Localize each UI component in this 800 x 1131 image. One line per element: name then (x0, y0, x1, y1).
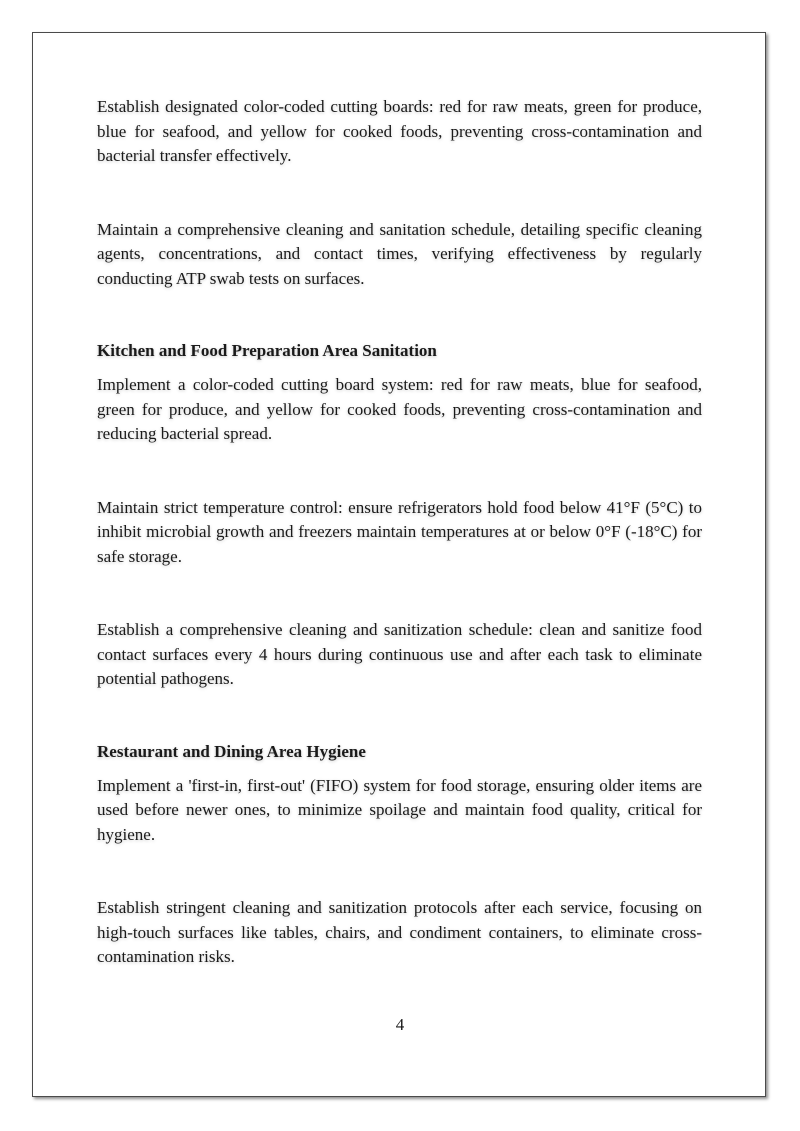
document-body (97, 95, 702, 970)
paragraph: Establish designated color-coded cutting boards: red for raw meats, green for produce, blue for seafood, and yellow for cooked foods, preventing cross-contamination and bacterial transfer effectively. (97, 97, 702, 165)
paragraph: Maintain strict temperature control: ensure refrigerators hold food below 41°F (5°C) to inhibit microbial growth and freezers maintain temperatures at or below 0°F (-18°C) for safe storage. (97, 497, 702, 566)
paragraph: Implement a color-coded cutting board system: red for raw meats, blue for seafood, green for produce, and yellow for cooked foods, preventing cross-contamination and reducing bacterial spread. (97, 375, 702, 443)
paragraph: Maintain a comprehensive cleaning and sanitation schedule, detailing specific cleaning agents, concentrations, and contact times, verifying effectiveness by regularly conducting ATP swab tests on surfaces. (97, 219, 702, 288)
page-number: 4 (395, 1015, 405, 1034)
paragraph: Establish stringent cleaning and sanitization protocols after each service, focusing on high-touch surfaces like tables, chairs, and condiment containers, to eliminate cross-contamination risks. (97, 898, 702, 966)
section-heading-restaurant: Restaurant and Dining Area Hygiene (97, 741, 366, 761)
paragraph: Establish a comprehensive cleaning and sanitization schedule: clean and sanitize food contact surfaces every 4 hours during continuous use and after each task to eliminate potential pathogens. (97, 620, 702, 688)
paragraph: Implement a 'first-in, first-out' (FIFO) system for food storage, ensuring older items are used before newer ones, to minimize spoilage and maintain food quality, critical for hygiene. (97, 775, 702, 844)
section-heading-kitchen: Kitchen and Food Preparation Area Sanitation (97, 341, 437, 360)
